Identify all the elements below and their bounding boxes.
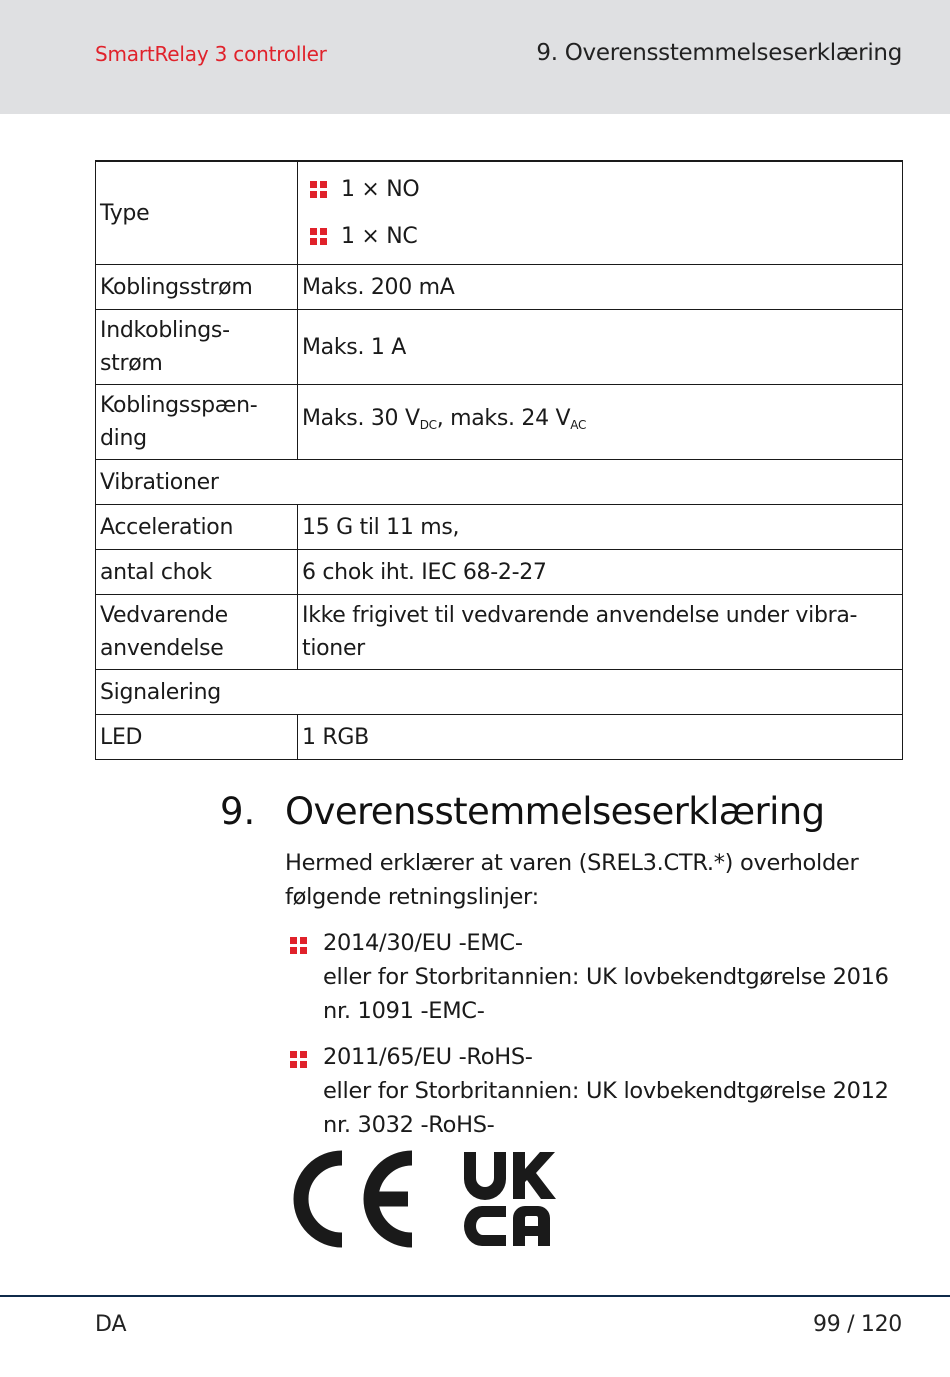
row-label: Acceleration	[96, 505, 298, 550]
list-item: 2011/65/EU -RoHS- eller for Storbritannien: UK lovbekendtgørelse 2012 nr. 3032 -RoHS-	[285, 1040, 910, 1142]
footer-divider	[0, 1295, 950, 1297]
directive-list	[285, 926, 910, 1154]
header-section-title: 9. Overensstemmelseserklæring	[536, 40, 902, 66]
bullet-icon	[290, 1051, 307, 1068]
section-title: Overensstemmelseserklæring	[285, 790, 825, 833]
group-heading: Vibrationer	[96, 460, 903, 505]
row-label: Koblingsspæn- ding	[96, 385, 298, 460]
conformity-marks	[283, 1148, 573, 1254]
intro-text: Hermed erklærer at varen (SREL3.CTR.*) overholder følgende retningslinjer:	[285, 850, 859, 910]
bullet-icon	[310, 181, 327, 198]
specifications-table	[95, 160, 903, 760]
product-name: SmartRelay 3 controller	[95, 42, 327, 66]
table-row	[96, 161, 903, 265]
table-row	[96, 505, 903, 550]
table-row	[96, 310, 903, 385]
page-header	[0, 0, 950, 114]
page-number: 99 / 120	[813, 1312, 902, 1337]
ukca-mark-icon	[464, 1152, 556, 1246]
row-label: Vedvarende anvendelse	[96, 595, 298, 670]
row-value: Ikke frigivet til vedvarende anvendelse under vibra- tioner	[298, 595, 903, 670]
table-row	[96, 460, 903, 505]
row-label: Koblingsstrøm	[96, 265, 298, 310]
row-label: Indkoblings- strøm	[96, 310, 298, 385]
list-item: 1 × NC	[302, 213, 898, 260]
row-value: 1 RGB	[298, 715, 903, 760]
ce-mark-icon	[301, 1158, 412, 1240]
table-row	[96, 670, 903, 715]
table-row	[96, 595, 903, 670]
table-row	[96, 385, 903, 460]
list-item: 1 × NO	[302, 166, 898, 213]
section-number: 9.	[220, 790, 256, 833]
list-item: 2014/30/EU -EMC- eller for Storbritannien: UK lovbekendtgørelse 2016 nr. 1091 -EMC-	[285, 926, 910, 1028]
table-row	[96, 550, 903, 595]
bullet-icon	[310, 228, 327, 245]
bullet-icon	[290, 937, 307, 954]
row-value: Maks. 1 A	[298, 310, 903, 385]
table-row	[96, 265, 903, 310]
row-value: 15 G til 11 ms,	[298, 505, 903, 550]
row-label: antal chok	[96, 550, 298, 595]
row-value: 6 chok iht. IEC 68-2-27	[298, 550, 903, 595]
row-label: LED	[96, 715, 298, 760]
footer-language: DA	[95, 1312, 127, 1337]
group-heading: Signalering	[96, 670, 903, 715]
row-value	[298, 161, 903, 265]
table-row	[96, 715, 903, 760]
row-value: Maks. 30 $V_{DC}$, maks. 24 $V_{AC}$	[298, 385, 903, 460]
row-label: Type	[96, 161, 298, 265]
row-value: Maks. 200 mA	[298, 265, 903, 310]
